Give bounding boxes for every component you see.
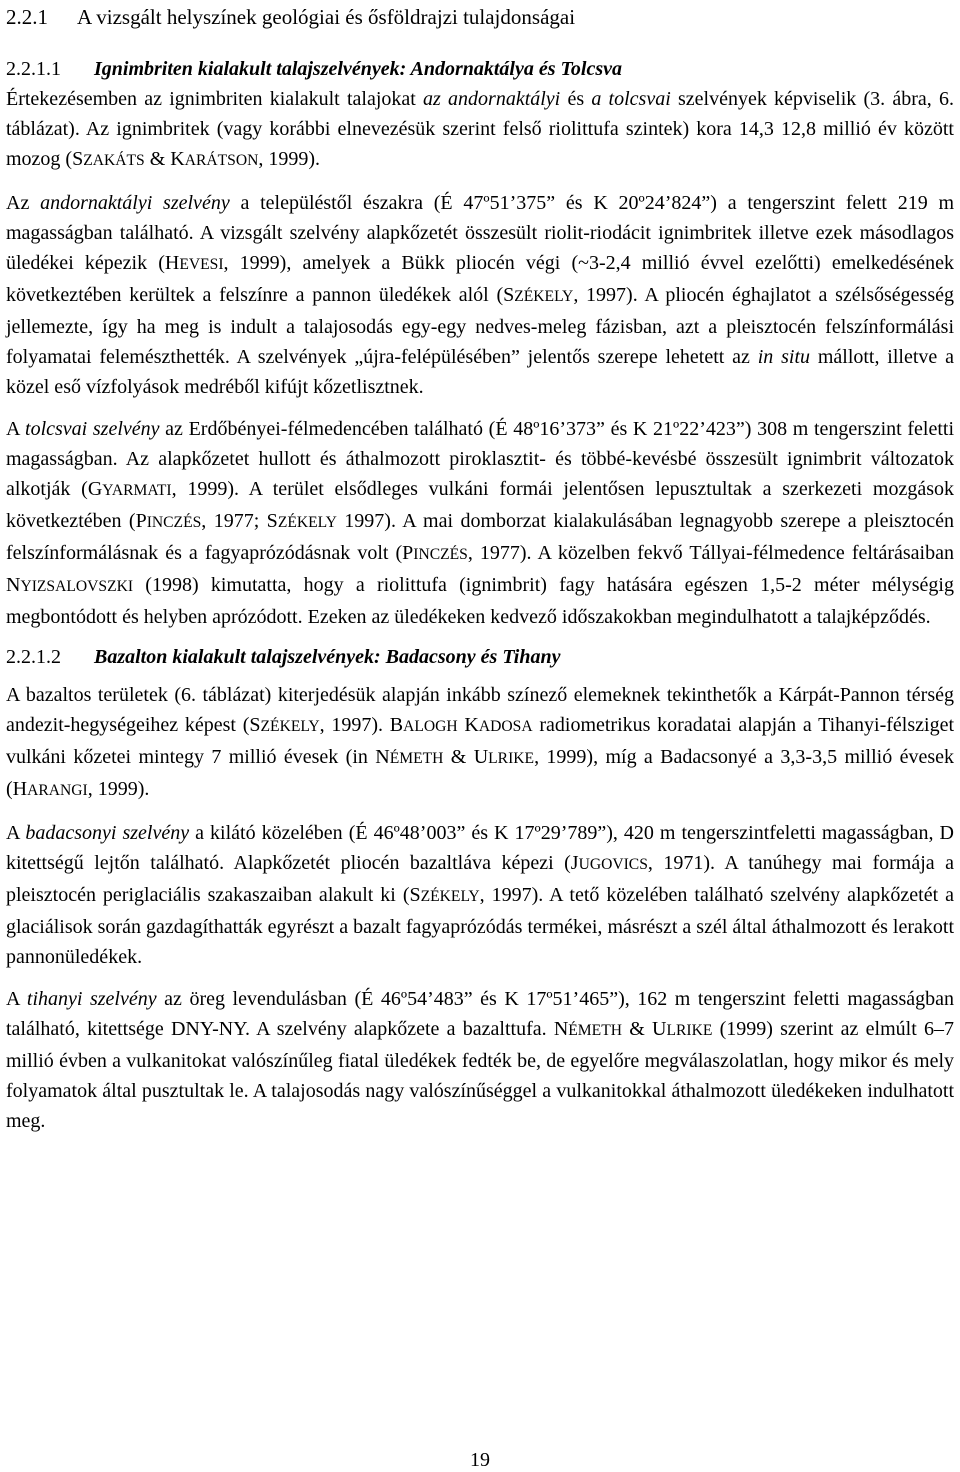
text: 1997). A mai domborzat kialakulásában legnagyobb szerepe a pleisztocén felszínformálásnak és a fagyaprózódásnak volt (P <box>6 510 954 564</box>
text: K <box>457 714 479 736</box>
paragraph-intro <box>6 84 954 176</box>
text: & U <box>621 1018 667 1040</box>
text: , 1999), míg a Badacsonyé a 3,3-3,5 millió évesek (H <box>6 746 955 800</box>
paragraph-badacsony <box>6 818 954 972</box>
text: , 1977). A közelben fekvő Tállyai-félmedence feltárásaiban N <box>6 542 954 596</box>
text: A bazaltos területek (6. táblázat) kiterjedésük alapján inkább színező elemeknek tekinthetők a Kárpát-Pannon térség andezit-hegységeihez képest (S <box>6 684 954 736</box>
text: A <box>6 822 26 844</box>
italic-text: badacsonyi szelvény <box>25 822 190 844</box>
author-name: INCZÉS <box>413 546 468 563</box>
italic-text: tolcsvai szelvény <box>25 418 160 440</box>
author-name: EVESI <box>179 256 224 273</box>
author-name: YARMATI <box>102 482 172 499</box>
author-name: ARANGI <box>27 782 88 799</box>
italic-text: az andornaktályi <box>423 88 561 110</box>
text: & U <box>443 746 489 768</box>
text: radiometrikus koradatai alapján a Tihanyi-félsziget vulkáni kőzetei mintegy 7 millió évesek (in N <box>6 714 955 768</box>
author-name: ZÉKELY <box>260 718 320 735</box>
text: a kilátó közelében (É 46º48’003” és K 17º29’789”), 420 m tengerszintfeletti magasságban, D kitettségű lejtőn található. Alapkőzetét pliocén bazaltláva képezi (J <box>6 822 955 874</box>
text: , 1999). A terület elsődleges vulkáni formái jelentősen lepusztultak a szerkezeti mozgások következtében (P <box>6 478 955 532</box>
subsection-title: Bazalton kialakult talajszelvények: Badacsony és Tihany <box>94 646 561 668</box>
subsection-title: Ignimbriten kialakult talajszelvények: Andornaktálya és Tolcsva <box>94 58 622 80</box>
text: Értekezésemben az ignimbriten kialakult talajokat <box>6 88 424 110</box>
text: A <box>6 418 26 440</box>
author-name: ZAKÁTS <box>83 152 145 169</box>
author-name: ÉMETH <box>568 1022 622 1039</box>
text: , 1997). A tető közelében található szelvény alapkőzetét a glaciálisok során gazdagíthatták egyrészt a bazalt fagyaprózódás termékei, másrészt a szél által áthalmozott és lerakott pannonüledékek. <box>6 884 954 968</box>
author-name: INCZÉS <box>146 514 202 531</box>
author-name: ZÉKELY <box>277 514 337 531</box>
text: , 1977; S <box>201 510 278 532</box>
text: , 1999). <box>87 778 150 800</box>
text: & K <box>144 148 185 170</box>
author-name: YIZSALOVSZKI <box>20 578 134 595</box>
text: mállott, illetve a közel eső vízfolyások medréből kifújt kőzetlisztnek. <box>6 346 954 398</box>
author-name: ÉMETH <box>389 750 444 767</box>
text: szelvények képviselik (3. ábra, 6. táblázat). Az ignimbritek (vagy korábbi elnevezésük szerint felső riolittufa szintek) kora 14,3 12,8 millió év között mozog (S <box>6 88 954 170</box>
author-name: ZÉKELY <box>514 288 574 305</box>
author-name: LRIKE <box>488 750 535 767</box>
subsection-number: 2.2.1.2 <box>6 646 61 668</box>
paragraph-tolcsva <box>6 414 954 632</box>
italic-text: tihanyi szelvény <box>26 988 157 1010</box>
section-heading <box>6 2 954 32</box>
author-name: ALOGH <box>403 718 458 735</box>
text: A <box>6 988 27 1010</box>
author-name: ADOSA <box>478 718 533 735</box>
text: a településtől északra (É 47º51’375” és K 20º24’824”) a tengerszint felett 219 m magasságban található. A vizsgált szelvény alapkőzetét összesült riolit-riodácit ignimbritek illetve ezek másodlagos üledékei képezik (H <box>6 192 955 274</box>
author-name: ZÉKELY <box>420 888 480 905</box>
subsection-number: 2.2.1.1 <box>6 58 61 80</box>
text: az Erdőbényei-félmedencében található (É 48º16’373” és K 21º22’423”) 308 m tengerszint feletti magasságban. Az alapkőzetet hullott és áthalmozott piroklasztit- és többé-kevésbé összesült ignimbrit változatok alkotják (G <box>6 418 954 500</box>
italic-text: andornaktályi szelvény <box>40 192 230 214</box>
section-title: A vizsgált helyszínek geológiai és ősföldrajzi tulajdonságai <box>77 5 576 29</box>
italic-text: in situ <box>757 346 810 368</box>
text: , 1999), amelyek a Bükk pliocén végi (~3-2,4 millió évvel ezelőtti) emelkedésének következtében kerültek a felszínre a pannon üledékek alól (S <box>6 252 954 306</box>
author-name: ARÁTSON <box>184 152 259 169</box>
text: Az <box>6 192 41 214</box>
subsection-heading-ignimbrite <box>6 54 954 84</box>
text: , 1999). <box>258 148 321 170</box>
paragraph-tihany <box>6 984 954 1136</box>
text: , 1997). A pliocén éghajlatot a szélsőségesség jellemezte, így ha meg is indult a talajosodás egy-egy nedves-meleg fázisban, azt a pleisztocén felszínformálási folyamatai felemészthették. A szelvények „újra-felépülésében” jelentős szerepe lehetett az <box>6 284 955 368</box>
page-number: 19 <box>470 1449 490 1471</box>
text: , 1971). A tanúhegy mai formája a pleisztocén periglaciális szakaszaiban alakult ki (S <box>6 852 954 906</box>
paragraph-basalt <box>6 680 954 806</box>
text: az öreg levendulásban (É 46º54’483” és K 17º51’465”), 162 m tengerszint feletti magasságban található, kitettsége DNY-NY. A szelvény alapkőzete a bazalttufa. N <box>6 988 954 1040</box>
text: (1999) szerint az elmúlt 6–7 millió évben a vulkanitokat valószínűleg fiatal üledékek fedték be, de egyelőre megválaszolatlan, hogy mikor és mely folyamatok által pusztultak le. A talajosodás nagy valószínűséggel a vulkanitokkal áthalmozott üledékeken indulhatott meg. <box>6 1018 954 1132</box>
author-name: LRIKE <box>666 1022 713 1039</box>
text: (1998) kimutatta, hogy a riolittufa (ignimbrit) fagy hatására egészen 1,5-2 méter mélységig megbontódott és helyben aprózódott. Ezeken az üledékeken kedvező időszakokban megindulhatott a talajképződés. <box>6 574 954 628</box>
paragraph-andornaktalya <box>6 188 954 402</box>
subsection-heading-basalt <box>6 642 954 672</box>
italic-text: a tolcsvai <box>591 88 671 110</box>
section-number: 2.2.1 <box>6 5 48 29</box>
text: , 1997). B <box>319 714 404 736</box>
text: és <box>560 88 592 110</box>
author-name: UGOVICS <box>578 856 648 873</box>
